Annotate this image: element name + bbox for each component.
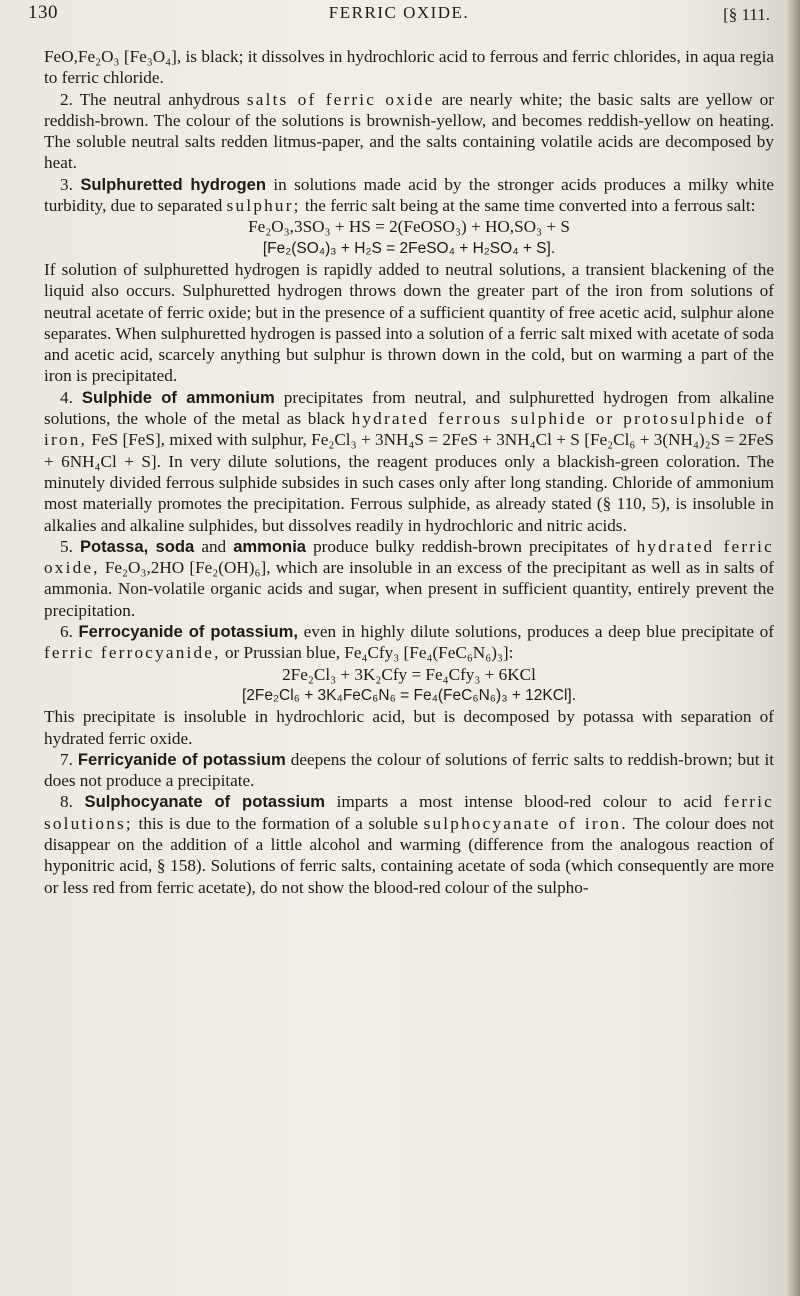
paragraph-4: 4. Sulphide of ammonium precipitates from neutral, and sulphuretted hydrogen from alkaline solutions, the whole of the metal as black hydrated ferrous sulphide or protosulphide of iron, FeS [FeS], mixed with sulphur, Fe₂Cl₃ + 3NH₄S = 2FeS + 3NH₄Cl + S [Fe₂Cl₆ + 3(NH₄)₂S = 2FeS + 6NH₄Cl + S]. In very dilute solutions, the reagent produces only a blackish-green coloration. The minutely divided ferrous sulphide subsides in such cases only after long standing. Chloride of ammonium most materially promotes the precipitation. Ferrous sulphide, as already stated (§ 110, 5), is insoluble in alkalies and alkaline sulphides, but dissolves readily in hydrochloric and nitric acids.	[44, 387, 774, 535]
body-text	[44, 46, 774, 898]
heading-ferrocyanide: Ferrocyanide of potassium,	[78, 622, 298, 642]
running-title: FERRIC OXIDE.	[328, 3, 470, 22]
page-edge-shadow	[786, 0, 800, 1296]
paragraph-1: FeO,Fe₂O₃ [Fe₃O₄], is black; it dissolves in hydrochloric acid to ferrous and ferric chlorides, in aqua regia to ferric chloride.	[44, 47, 774, 88]
page-header	[28, 2, 770, 34]
paragraph-6b: This precipitate is insoluble in hydrochloric acid, but is decomposed by potassa with separation of hydrated ferric oxide.	[44, 707, 774, 748]
paragraph-7: 7. Ferricyanide of potassium deepens the colour of solutions of ferric salts to reddish-brown; but it does not produce a precipitate.	[44, 749, 774, 791]
equation-6a: 2Fe₂Cl₃ + 3K₂Cfy = Fe₄Cfy₃ + 6KCl	[282, 664, 536, 684]
paragraph-3: 3. Sulphuretted hydrogen in solutions made acid by the stronger acids produces a milky white turbidity, due to separated sulphur; the ferric salt being at the same time converted into a ferrous salt:	[44, 174, 775, 216]
section-reference: [§ 111.	[723, 5, 770, 24]
heading-sulphocyanate: Sulphocyanate of potassium	[84, 792, 326, 812]
equation-3b: [Fe₂(SO₄)₃ + H₂S = 2FeSO₄ + H₂SO₄ + S].	[262, 239, 556, 257]
paragraph-3b: If solution of sulphuretted hydrogen is rapidly added to neutral solutions, a transient blackening of the liquid also occurs. Sulphuretted hydrogen throws down the greater part of the iron from solutions of neutral acetate of ferric oxide; but in the presence of a sufficient quantity of free acetic acid, sulphur alone separates. When sulphuretted hydrogen is passed into a solution of a ferric salt mixed with acetate of soda and acetic acid, scarcely anything but sulphur is thrown down in the cold, but on warming a part of the iron is precipitated.	[44, 259, 774, 386]
heading-ammonia: ammonia	[233, 536, 307, 556]
heading-sulphuretted-hydrogen: Sulphuretted hydrogen	[80, 174, 266, 194]
equation-3a: Fe₂O₃,3SO₃ + HS = 2(FeOSO₃) + HO,SO₃ + S	[248, 217, 570, 237]
heading-ferricyanide: Ferricyanide of potassium	[77, 749, 286, 769]
heading-potassa-soda: Potassa, soda	[79, 536, 195, 556]
paragraph-6: 6. Ferrocyanide of potassium, even in highly dilute solutions, produces a deep blue precipitate of ferric ferrocyanide, or Prussian blue, Fe₄Cfy₃ [Fe₄(FeC₆N₆)₃]:	[44, 622, 774, 663]
page-number: 130	[28, 2, 58, 23]
equation-6b: [2Fe₂Cl₆ + 3K₄FeC₆N₆ = Fe₄(FeC₆N₆)₃ + 12KCl].	[241, 686, 577, 704]
heading-sulphide-of-ammonium: Sulphide of ammonium	[81, 387, 275, 407]
paragraph-2: 2. The neutral anhydrous salts of ferric oxide are nearly white; the basic salts are yellow or reddish-brown. The colour of the solutions is brownish-yellow, and becomes reddish-yellow on heating. The soluble neutral salts redden litmus-paper, and the salts containing volatile acids are decomposed by heat.	[44, 89, 774, 173]
paragraph-8: 8. Sulphocyanate of potassium imparts a most intense blood-red colour to acid ferric solutions; this is due to the formation of a soluble sulphocyanate of iron. The colour does not disappear on the addition of a little alcohol and warming (difference from the analogous reaction of hyponitric acid, § 158). Solutions of ferric salts, containing acetate of soda (which consequently are more or less red from ferric acetate), do not show the blood-red colour of the sulpho-	[44, 792, 774, 897]
paragraph-5: 5. Potassa, soda and ammonia produce bulky reddish-brown precipitates of hydrated ferric oxide, Fe₂O₃,2HO [Fe₂(OH)₆], which are insoluble in an excess of the precipitant as well as in salts of ammonia. Non-volatile organic acids and sugar, when present in sufficient quantity, entirely prevent the precipitation.	[44, 536, 774, 620]
